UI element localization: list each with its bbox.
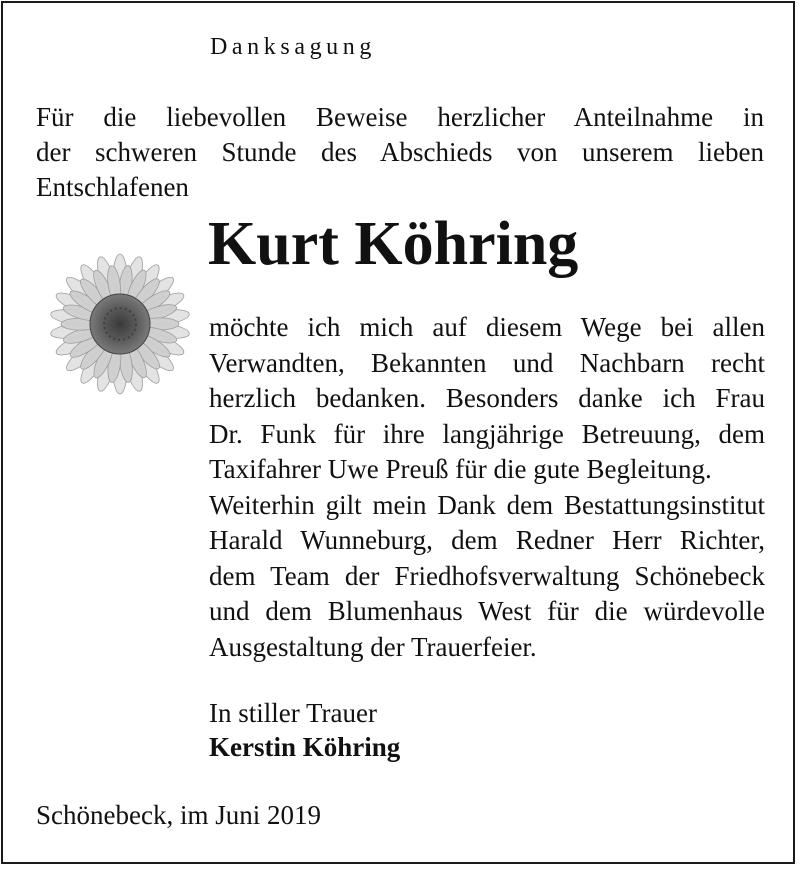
thanks-paragraph bbox=[209, 310, 765, 665]
intro-line: Entschlafenen bbox=[36, 172, 189, 202]
body-line: und dem Blumenhaus West für die würdevolle bbox=[209, 596, 765, 626]
intro-line: der schweren Stunde des Abschieds von unserem lieben bbox=[36, 137, 764, 167]
body-line: Dr. Funk für ihre langjährige Betreuung, dem bbox=[209, 418, 765, 449]
body-line: Verwandten, Bekannten und Nachbarn recht bbox=[209, 347, 765, 378]
deceased-name: Kurt Köhring bbox=[208, 210, 579, 278]
body-line: dem Team der Friedhofsverwaltung Schönebeck bbox=[209, 560, 765, 591]
body-line: herzlich bedanken. Besonders danke ich Frau bbox=[209, 383, 765, 413]
sunflower-icon bbox=[40, 252, 196, 398]
signer-name: Kerstin Köhring bbox=[209, 732, 401, 762]
intro-paragraph bbox=[36, 100, 764, 205]
body-line: Weiterhin gilt mein Dank dem Bestattungsinstitut bbox=[209, 489, 765, 520]
sign-off bbox=[209, 696, 400, 764]
intro-line: Für die liebevollen Beweise herzlicher Anteilnahme in bbox=[36, 102, 764, 132]
body-line: Harald Wunneburg, dem Redner Herr Richter, bbox=[209, 525, 765, 555]
body-line: möchte ich mich auf diesem Wege bei allen bbox=[209, 312, 765, 342]
body-line: Ausgestaltung der Trauerfeier. bbox=[209, 631, 537, 662]
mourning-phrase: In stiller Trauer bbox=[209, 698, 377, 728]
notice-heading: Danksagung bbox=[210, 34, 376, 60]
body-line: Taxifahrer Uwe Preuß für die gute Begleitung. bbox=[209, 454, 712, 484]
place-date: Schönebeck, im Juni 2019 bbox=[36, 800, 321, 830]
